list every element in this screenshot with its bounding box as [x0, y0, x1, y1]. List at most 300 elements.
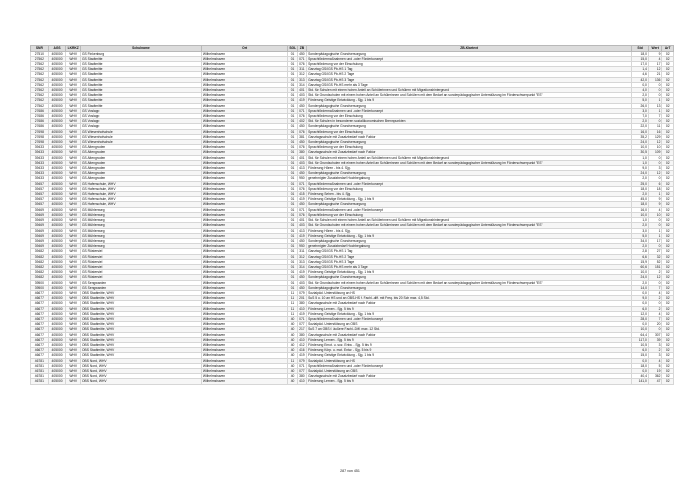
cell-sgl: 01: [288, 62, 297, 67]
cell-sgl: 01: [288, 150, 297, 155]
cell-art: 02: [662, 72, 674, 77]
cell-lkrkz: WHV: [66, 212, 81, 217]
cell-std: 2,0: [632, 192, 649, 197]
cell-zb-klartext: Sprachfördermaßnahmen und -oder Förderkonzept: [307, 56, 632, 61]
cell-std: 64,4: [632, 332, 649, 337]
cell-zb-klartext: Sprachfördermaßnahmen und -oder Förderkonzept: [307, 316, 632, 321]
cell-snr: 39482: [31, 254, 49, 259]
cell-ort: Wilhelmshaven: [201, 88, 287, 93]
cell-ags: 405000: [48, 244, 66, 249]
cell-sgl: 01: [288, 114, 297, 119]
cell-wert: 2: [648, 306, 662, 311]
cell-sgl: 01: [288, 171, 297, 176]
cell-ags: 405000: [48, 176, 66, 181]
cell-zb: 419: [299, 270, 305, 275]
cell-std: 18,0: [632, 363, 649, 368]
cell-ags: 405000: [48, 129, 66, 134]
cell-wert: 17: [648, 238, 662, 243]
cell-wert: 7: [648, 114, 662, 119]
cell-schulname: GS Hafenschule, WHV: [80, 186, 201, 191]
cell-sgl: 11: [288, 358, 297, 363]
cell-wert: 12: [648, 275, 662, 280]
cell-wert: 47: [648, 379, 662, 384]
cell-zb: 071: [299, 363, 305, 368]
cell-ags: 405000: [48, 259, 66, 264]
cell-snr: 46677: [31, 316, 49, 321]
cell-std: 18,0: [632, 202, 649, 207]
cell-schulname: GS Voslapp: [80, 108, 201, 113]
cell-zb: 401: [299, 155, 305, 160]
header-zb-klartext: ZB-Klartext: [307, 46, 632, 52]
cell-schulname: GS Stadtmitte: [80, 88, 201, 93]
cell-schulname: OBS Stadtmitte, WHV: [80, 342, 201, 347]
cell-schulname: GS Hafenschule, WHV: [80, 202, 201, 207]
cell-snr: 27562: [31, 82, 49, 87]
cell-ags: 405000: [48, 316, 66, 321]
cell-lkrkz: WHV: [66, 254, 81, 259]
cell-ags: 405000: [48, 202, 66, 207]
cell-art: 02: [662, 379, 674, 384]
cell-ags: 405000: [48, 228, 66, 233]
cell-ort: Wilhelmshaven: [201, 186, 287, 191]
cell-zb-klartext: Sonderpädagogische Grundversorgung: [307, 140, 632, 145]
cell-sgl: 11: [288, 311, 297, 316]
cell-ort: Wilhelmshaven: [201, 119, 287, 124]
cell-wert: 1: [648, 192, 662, 197]
cell-std: 15,0: [632, 353, 649, 358]
cell-snr: 46677: [31, 296, 49, 301]
cell-zb-klartext: Ganztagsschule mit Zusatzbedarf nach Faktor: [307, 301, 632, 306]
cell-zb: 950: [299, 244, 305, 249]
cell-lkrkz: WHV: [66, 103, 81, 108]
cell-sgl: 40: [288, 322, 297, 327]
cell-zb-klartext: Std. für Grundschulen mit einem hohen Anteil an Schülerinnen und Schülern mit dem Bedarf an sonderpädagogischer Unterstützung im Förderschwerpunkt "ES": [307, 280, 632, 285]
cell-ags: 405000: [48, 254, 66, 259]
cell-ort: Wilhelmshaven: [201, 192, 287, 197]
cell-art: 02: [662, 358, 674, 363]
cell-wert: 0: [648, 82, 662, 87]
cell-art: 02: [662, 134, 674, 139]
cell-std: 24,0: [632, 140, 649, 145]
cell-ort: Wilhelmshaven: [201, 202, 287, 207]
cell-zb: 314: [299, 82, 305, 87]
cell-zb: 312: [299, 72, 305, 77]
cell-sgl: 01: [288, 140, 297, 145]
cell-std: 117,0: [632, 337, 649, 342]
cell-art: 02: [662, 316, 674, 321]
cell-lkrkz: WHV: [66, 342, 81, 347]
cell-zb-klartext: Ganztag GS/IGS Pb-HS 3 Tage: [307, 259, 632, 264]
cell-sgl: 40: [288, 363, 297, 368]
cell-snr: 39433: [31, 145, 49, 150]
cell-lkrkz: WHV: [66, 155, 81, 160]
header-wert: Wert: [648, 46, 662, 52]
cell-sgl: 01: [288, 218, 297, 223]
cell-ags: 405000: [48, 119, 66, 124]
cell-ort: Wilhelmshaven: [201, 77, 287, 82]
cell-zb-klartext: SuS 5 u. 10 an HS und an OBS-HS f. Fachl.-diff. mit Freq. bis 20 Sch max. 4,5 Std.: [307, 296, 632, 301]
cell-snr: 27686: [31, 119, 49, 124]
cell-zb: 419: [299, 98, 305, 103]
cell-art: 02: [662, 301, 674, 306]
cell-wert: 9: [648, 197, 662, 202]
cell-art: 02: [662, 228, 674, 233]
cell-sgl: 01: [288, 223, 297, 228]
cell-zb: 217: [299, 327, 305, 332]
cell-wert: 4: [648, 290, 662, 295]
cell-ort: Wilhelmshaven: [201, 244, 287, 249]
cell-ags: 405000: [48, 301, 66, 306]
cell-std: 10,0: [632, 270, 649, 275]
cell-schulname: GS Stadtmitte: [80, 56, 201, 61]
cell-ags: 405000: [48, 306, 66, 311]
cell-art: 02: [662, 77, 674, 82]
cell-lkrkz: WHV: [66, 238, 81, 243]
cell-lkrkz: WHV: [66, 348, 81, 353]
report-page: [30, 45, 674, 385]
cell-schulname: OBS Stadtmitte, WHV: [80, 353, 201, 358]
cell-zb: 450: [299, 140, 305, 145]
cell-schulname: GS Stadtmitte: [80, 72, 201, 77]
cell-ort: Wilhelmshaven: [201, 124, 287, 129]
cell-std: 40,4: [632, 374, 649, 379]
cell-zb-klartext: Förderung Lernen - Sjg. 5 bis 9: [307, 379, 632, 384]
cell-snr: 39457: [31, 192, 49, 197]
cell-sgl: 40: [288, 368, 297, 373]
cell-art: 02: [662, 342, 674, 347]
cell-ort: Wilhelmshaven: [201, 145, 287, 150]
cell-ort: Wilhelmshaven: [201, 108, 287, 113]
cell-art: 02: [662, 88, 674, 93]
cell-ags: 405000: [48, 197, 66, 202]
cell-ags: 405000: [48, 108, 66, 113]
cell-zb: 403: [299, 93, 305, 98]
cell-std: 4,0: [632, 88, 649, 93]
cell-wert: 136: [648, 77, 662, 82]
cell-lkrkz: WHV: [66, 88, 81, 93]
cell-sgl: 01: [288, 124, 297, 129]
cell-wert: 1: [648, 98, 662, 103]
cell-ags: 405000: [48, 207, 66, 212]
cell-snr: 46677: [31, 332, 49, 337]
cell-std: 15,9: [632, 259, 649, 264]
cell-sgl: 01: [288, 145, 297, 150]
cell-ags: 405000: [48, 82, 66, 87]
cell-zb-klartext: Sonderpädagogische Grundversorgung: [307, 275, 632, 280]
cell-snr: 39482: [31, 264, 49, 269]
cell-ort: Wilhelmshaven: [201, 285, 287, 290]
cell-ort: Wilhelmshaven: [201, 140, 287, 145]
cell-ags: 405000: [48, 77, 66, 82]
cell-std: 5,0: [632, 233, 649, 238]
cell-ort: Wilhelmshaven: [201, 337, 287, 342]
cell-sgl: 01: [288, 98, 297, 103]
cell-sgl: 40: [288, 337, 297, 342]
cell-zb: 416: [299, 348, 305, 353]
cell-lkrkz: WHV: [66, 353, 81, 358]
cell-ort: Wilhelmshaven: [201, 51, 287, 56]
cell-std: 1,0: [632, 155, 649, 160]
cell-wert: 13: [648, 103, 662, 108]
cell-lkrkz: WHV: [66, 51, 81, 56]
cell-ags: 405000: [48, 363, 66, 368]
cell-snr: 27562: [31, 62, 49, 67]
cell-zb-klartext: Sprachfördermaßnahmen und -oder Förderkonzept: [307, 207, 632, 212]
cell-zb: 413: [299, 166, 305, 171]
cell-sgl: 11: [288, 301, 297, 306]
cell-snr: 46781: [31, 363, 49, 368]
cell-ags: 405000: [48, 67, 66, 72]
cell-sgl: 01: [288, 103, 297, 108]
cell-snr: 46781: [31, 374, 49, 379]
cell-art: 02: [662, 51, 674, 56]
cell-wert: 307: [648, 332, 662, 337]
cell-wert: 0: [648, 327, 662, 332]
cell-lkrkz: WHV: [66, 108, 81, 113]
cell-schulname: GS Rüstersiel: [80, 249, 201, 254]
cell-ags: 405000: [48, 160, 66, 165]
cell-schulname: GS Rüstersiel: [80, 264, 201, 269]
cell-sgl: 40: [288, 332, 297, 337]
cell-zb: 410: [299, 379, 305, 384]
cell-wert: 1: [648, 228, 662, 233]
cell-wert: 4: [648, 311, 662, 316]
cell-snr: 27562: [31, 93, 49, 98]
cell-zb-klartext: Ganztagsschule mit Zusatzbedarf nach Faktor: [307, 150, 632, 155]
cell-schulname: OBS Stadtmitte, WHV: [80, 290, 201, 295]
cell-std: 2,0: [632, 93, 649, 98]
cell-zb-klartext: Std. für Schulen mit einem hohen Anteil an Schülerinnen und Schülern mit Migrationshintergrund: [307, 155, 632, 160]
cell-zb: 076: [299, 62, 305, 66]
cell-lkrkz: WHV: [66, 306, 81, 311]
cell-lkrkz: WHV: [66, 98, 81, 103]
cell-zb-klartext: Sprachförderung vor der Einschulung: [307, 145, 632, 150]
cell-zb-klartext: Sozialpäd. Unterstützung an OBS: [307, 322, 632, 327]
cell-ags: 405000: [48, 238, 66, 243]
cell-ort: Wilhelmshaven: [201, 134, 287, 139]
cell-wert: 32: [648, 254, 662, 259]
cell-lkrkz: WHV: [66, 186, 81, 191]
cell-snr: 27562: [31, 72, 49, 77]
allocation-table: [30, 45, 674, 385]
cell-wert: 0: [648, 88, 662, 93]
cell-lkrkz: WHV: [66, 368, 81, 373]
cell-zb-klartext: Std. für Grundschulen mit einem hohen Anteil an Schülerinnen und Schülern mit dem Bedarf an sonderpädagogischer Unterstützung im Förderschwerpunkt "ES": [307, 93, 632, 98]
cell-ags: 405000: [48, 280, 66, 285]
cell-zb: 311: [297, 67, 306, 72]
cell-zb-klartext: Sonderpädagogische Grundversorgung: [307, 202, 632, 207]
cell-art: 02: [662, 197, 674, 202]
cell-zb-klartext: Sprachförderung vor der Einschulung: [307, 114, 632, 119]
cell-art: 02: [662, 114, 674, 119]
cell-sgl: 01: [288, 108, 297, 113]
cell-schulname: GS Sengwarden: [80, 280, 201, 285]
cell-zb: 403: [299, 280, 305, 285]
cell-zb: 950: [299, 176, 305, 181]
cell-std: 5,0: [632, 98, 649, 103]
cell-std: 26,0: [632, 103, 649, 108]
cell-lkrkz: WHV: [66, 311, 81, 316]
cell-zb: 071: [299, 207, 305, 212]
cell-zb-klartext: Sprachförderung vor der Einschulung: [307, 129, 632, 134]
cell-wert: 6: [648, 181, 662, 186]
cell-lkrkz: WHV: [66, 280, 81, 285]
cell-zb-klartext: Sonderpädagogische Grundversorgung: [307, 51, 632, 56]
cell-schulname: GS Stadtmitte: [80, 82, 201, 87]
cell-ort: Wilhelmshaven: [201, 270, 287, 275]
cell-lkrkz: WHV: [66, 379, 81, 384]
cell-zb-klartext: Ganztagsschule mit Zusatzbedarf nach Faktor: [307, 332, 632, 337]
cell-zb: 380: [299, 332, 305, 337]
cell-ort: Wilhelmshaven: [201, 155, 287, 160]
cell-zb: 071: [299, 108, 305, 113]
cell-zb: 450: [299, 275, 305, 280]
cell-ags: 405000: [48, 114, 66, 119]
cell-sgl: 40: [288, 379, 297, 384]
header-art: ArT: [662, 46, 674, 52]
cell-std: 2,8: [632, 249, 649, 254]
cell-art: 02: [662, 181, 674, 186]
cell-snr: 27562: [31, 77, 49, 82]
cell-std: 7,0: [632, 114, 649, 119]
cell-zb: 450: [299, 171, 305, 176]
cell-zb-klartext: Sozialpäd. Unterstützung an HS: [307, 358, 632, 363]
cell-sgl: 01: [288, 192, 297, 197]
cell-ort: Wilhelmshaven: [201, 306, 287, 311]
cell-sgl: 40: [288, 348, 297, 353]
cell-ort: Wilhelmshaven: [201, 103, 287, 108]
cell-lkrkz: WHV: [66, 270, 81, 275]
cell-std: 28,0: [632, 316, 649, 321]
cell-snr: 46677: [31, 327, 49, 332]
cell-ags: 405000: [48, 322, 66, 327]
cell-zb-klartext: Förderung Geistige Entwicklung - Sjg. 1 bis 9: [307, 197, 632, 202]
cell-wert: 0: [648, 244, 662, 249]
cell-lkrkz: WHV: [66, 93, 81, 98]
cell-snr: 46677: [31, 301, 49, 306]
cell-zb: 076: [299, 212, 305, 217]
cell-zb: 415: [299, 192, 305, 197]
cell-art: 02: [662, 275, 674, 280]
cell-art: 02: [662, 290, 674, 295]
cell-wert: 2: [648, 348, 662, 353]
cell-schulname: OBS Stadtmitte, WHV: [80, 311, 201, 316]
cell-snr: 27562: [31, 98, 49, 103]
cell-lkrkz: WHV: [66, 332, 81, 337]
cell-zb-klartext: Förderung Lernen - Sjg. 5 bis 9: [307, 337, 632, 342]
cell-zb-klartext: Förderung Hören - bis 4. Sjg.: [307, 228, 632, 233]
cell-art: 02: [662, 249, 674, 254]
cell-lkrkz: WHV: [66, 374, 81, 379]
cell-sgl: 01: [288, 134, 297, 139]
cell-snr: 39469: [31, 228, 49, 233]
cell-ort: Wilhelmshaven: [201, 218, 287, 223]
cell-wert: 11: [648, 124, 662, 129]
cell-wert: 129: [648, 134, 662, 139]
cell-wert: 0: [648, 155, 662, 160]
cell-lkrkz: WHV: [66, 82, 81, 87]
cell-snr: 39482: [31, 275, 49, 280]
cell-art: 02: [662, 368, 674, 373]
cell-zb: 079: [299, 358, 305, 363]
cell-lkrkz: WHV: [66, 296, 81, 301]
cell-art: 02: [662, 186, 674, 191]
cell-snr: 39469: [31, 244, 49, 249]
cell-ags: 405000: [48, 145, 66, 150]
cell-std: 6,0: [632, 306, 649, 311]
cell-sgl: 01: [288, 77, 297, 82]
cell-art: 02: [662, 202, 674, 207]
cell-std: 10,0: [632, 145, 649, 150]
cell-zb-klartext: Ganztagsschule mit Zusatzbedarf nach Faktor: [307, 134, 632, 139]
table-row: [31, 379, 674, 384]
header-zb: ZB: [297, 46, 306, 52]
header-std: Std: [632, 46, 649, 52]
cell-wert: 0: [648, 223, 662, 228]
cell-snr: 46677: [31, 311, 49, 316]
cell-lkrkz: WHV: [66, 150, 81, 155]
cell-schulname: OBS Nord, WHV: [80, 374, 201, 379]
cell-snr: 46677: [31, 353, 49, 358]
cell-std: 6,0: [632, 348, 649, 353]
cell-std: 2,0: [632, 119, 649, 124]
cell-wert: 0: [648, 93, 662, 98]
cell-zb: 419: [299, 197, 305, 202]
cell-ort: Wilhelmshaven: [201, 171, 287, 176]
cell-std: 9,0: [632, 296, 649, 301]
cell-snr: 39500: [31, 285, 49, 290]
cell-lkrkz: WHV: [66, 259, 81, 264]
cell-ort: Wilhelmshaven: [201, 150, 287, 155]
cell-lkrkz: WHV: [66, 145, 81, 150]
cell-wert: 1: [648, 108, 662, 113]
cell-zb: 410: [299, 337, 305, 342]
cell-wert: 3: [648, 353, 662, 358]
cell-schulname: GS Altengroden: [80, 150, 201, 155]
cell-lkrkz: WHV: [66, 244, 81, 249]
cell-std: 24,0: [632, 275, 649, 280]
cell-art: 02: [662, 124, 674, 129]
cell-ags: 405000: [48, 186, 66, 191]
cell-ort: Wilhelmshaven: [201, 93, 287, 98]
cell-art: 02: [662, 82, 674, 87]
cell-wert: 7: [648, 316, 662, 321]
cell-zb: 450: [299, 285, 305, 290]
cell-schulname: OBS Stadtmitte, WHV: [80, 337, 201, 342]
cell-zb-klartext: Förderung Körp. u. mot. Entw. - Sjg. 5 bis 9: [307, 348, 632, 353]
cell-schulname: GS Hafenschule, WHV: [80, 181, 201, 186]
cell-art: 02: [662, 270, 674, 275]
cell-schulname: GS Mühlenweg: [80, 212, 201, 217]
cell-art: 02: [662, 93, 674, 98]
cell-zb: 450: [299, 238, 305, 243]
cell-sgl: 01: [288, 233, 297, 238]
cell-ags: 405000: [48, 140, 66, 145]
cell-sgl: 01: [288, 244, 297, 249]
cell-schulname: GS Mühlenweg: [80, 218, 201, 223]
cell-ags: 405000: [48, 192, 66, 197]
cell-zb: 413: [299, 228, 305, 233]
cell-lkrkz: WHV: [66, 316, 81, 321]
cell-zb: 419: [299, 233, 305, 238]
cell-snr: 39482: [31, 249, 49, 254]
cell-lkrkz: WHV: [66, 176, 81, 181]
cell-zb: 450: [299, 202, 305, 207]
cell-art: 02: [662, 348, 674, 353]
cell-std: 10,0: [632, 212, 649, 217]
cell-ort: Wilhelmshaven: [201, 233, 287, 238]
cell-ags: 405000: [48, 166, 66, 171]
